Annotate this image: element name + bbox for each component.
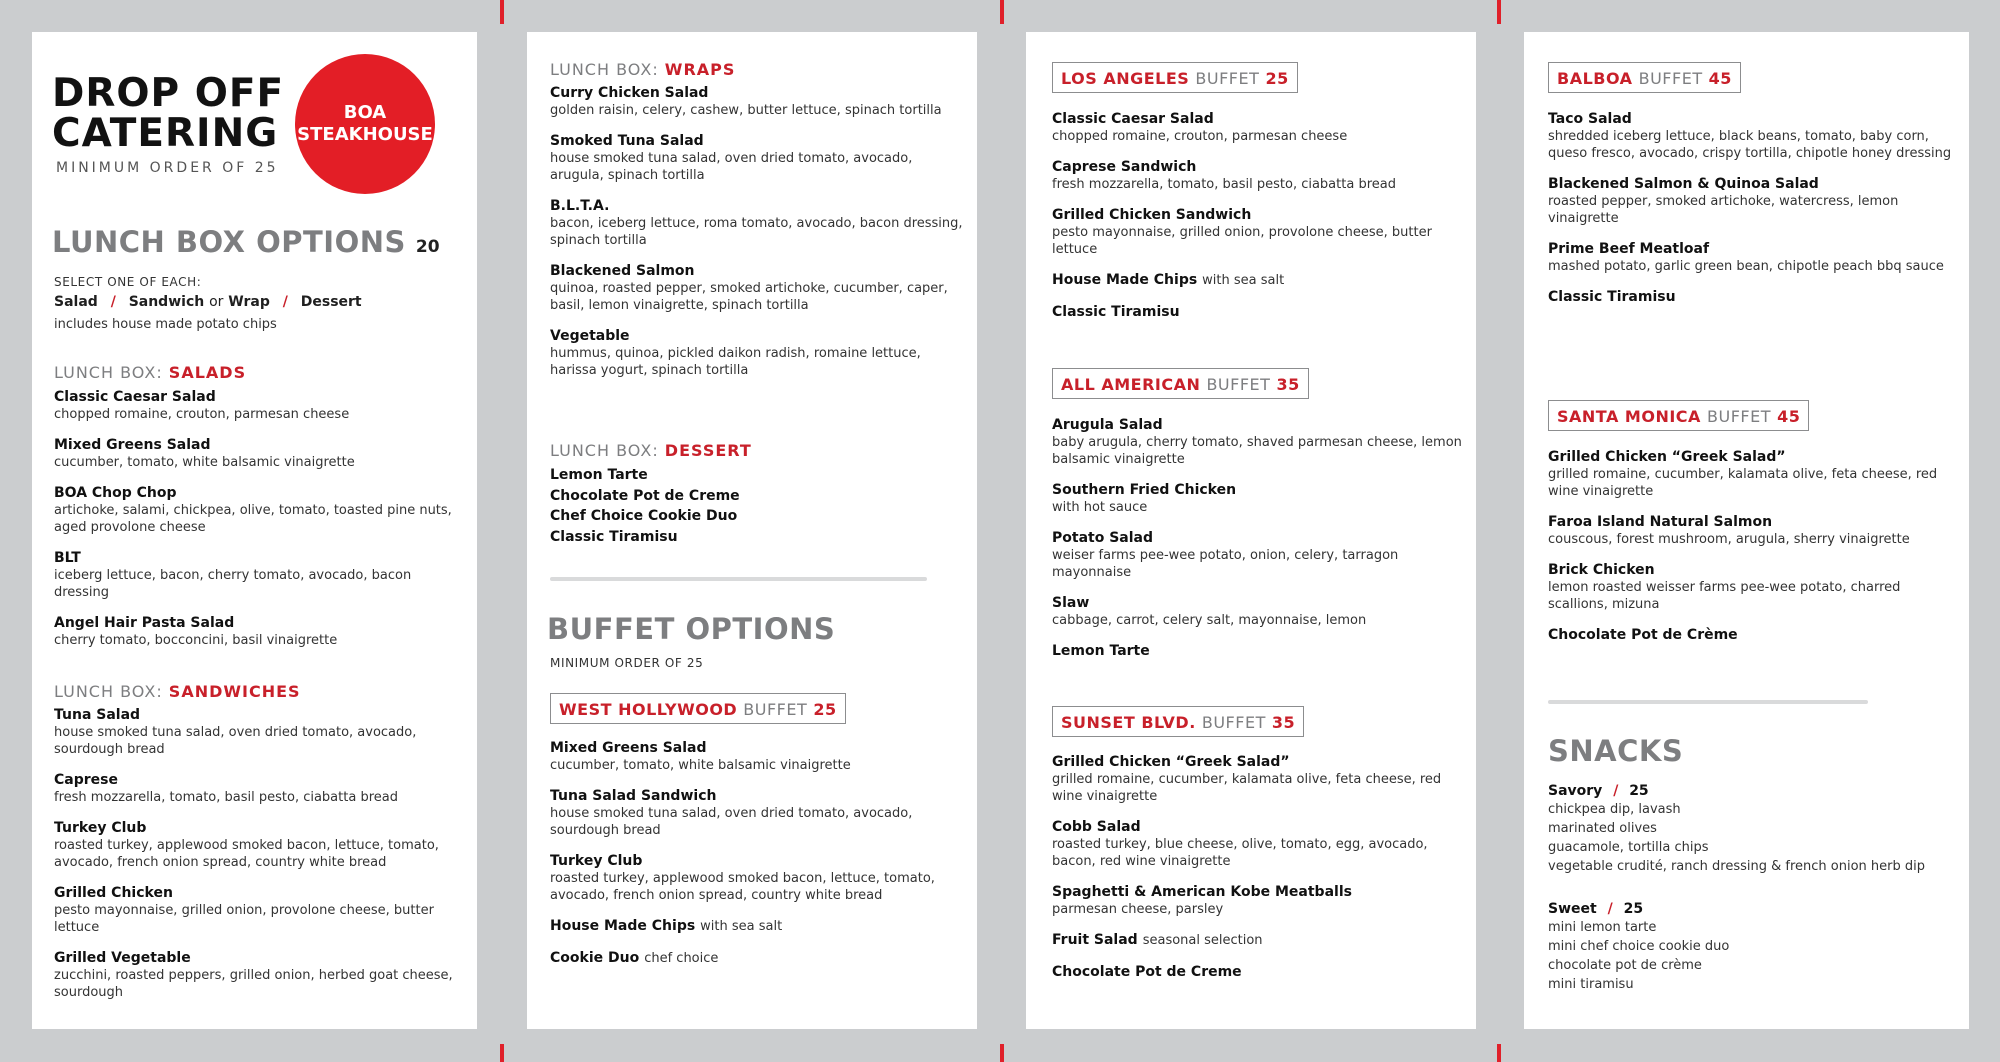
menu-item xyxy=(550,949,965,968)
buffet-name: WEST HOLLYWOOD xyxy=(559,700,738,719)
selection-line xyxy=(54,294,362,310)
menu-item-description: mashed potato, garlic green bean, chipotle peach bbq sauce xyxy=(1548,259,1944,274)
item-name-text: Grilled Chicken “Greek Salad” xyxy=(1052,754,1290,770)
menu-item-name xyxy=(1052,158,1462,176)
menu-item xyxy=(54,614,464,649)
menu-item xyxy=(1052,110,1462,145)
buffet-label: BUFFET xyxy=(1707,407,1771,426)
item-name-text: Turkey Club xyxy=(54,820,147,836)
menu-item-name xyxy=(1548,288,1953,306)
menu-item-description: pesto mayonnaise, grilled onion, provolone cheese, butter lettuce xyxy=(1052,225,1432,257)
menu-item-description: quinoa, roasted pepper, smoked artichoke, cucumber, caper, basil, lemon vinaigrette, spinach tortilla xyxy=(550,281,948,313)
item-name-text: Classic Tiramisu xyxy=(1052,304,1180,320)
buffet-santa-monica-list xyxy=(1548,448,1953,657)
menu-item xyxy=(1052,529,1462,581)
menu-item-description: roasted turkey, applewood smoked bacon, lettuce, tomato, avocado, french onion spread, country white bread xyxy=(550,871,935,903)
menu-item-name xyxy=(550,739,965,757)
item-name-text: Caprese xyxy=(54,772,118,788)
menu-item-name xyxy=(1052,753,1462,771)
menu-item-name xyxy=(54,388,464,406)
menu-item-name xyxy=(1548,175,1953,193)
menu-item-name xyxy=(1052,481,1462,499)
menu-item-description: fresh mozzarella, tomato, basil pesto, ciabatta bread xyxy=(54,790,398,805)
item-name-text: Grilled Chicken Sandwich xyxy=(1052,207,1252,223)
menu-item-description: golden raisin, celery, cashew, butter lettuce, spinach tortilla xyxy=(550,103,942,118)
snack-item: guacamole, tortilla chips xyxy=(1548,840,1709,855)
menu-item xyxy=(1052,271,1462,290)
menu-item-name xyxy=(1052,303,1462,321)
menu-item-description: shredded iceberg lettuce, black beans, tomato, baby corn, queso fresco, avocado, crispy tortilla, chipotle honey dressing xyxy=(1548,129,1952,161)
category-prefix: LUNCH BOX: xyxy=(550,441,665,460)
item-name-text: Curry Chicken Salad xyxy=(550,85,709,101)
title-line: CATERING xyxy=(52,111,279,156)
buffet-price: 35 xyxy=(1271,713,1296,732)
menu-item-description: bacon, iceberg lettuce, roma tomato, avocado, bacon dressing, spinach tortilla xyxy=(550,216,963,248)
snack-price: 25 xyxy=(1629,783,1649,799)
menu-item xyxy=(550,327,965,379)
menu-item-description: cucumber, tomato, white balsamic vinaigrette xyxy=(54,455,355,470)
menu-item xyxy=(1548,448,1953,500)
snack-price: 25 xyxy=(1623,901,1644,917)
buffet-all-american-header xyxy=(1052,368,1309,399)
menu-item-note: with sea salt xyxy=(700,919,783,934)
dessert-item: Lemon Tarte xyxy=(550,467,648,483)
snack-item: chocolate pot de crème xyxy=(1548,958,1702,973)
boa-steakhouse-logo xyxy=(295,54,435,194)
item-name-text: Arugula Salad xyxy=(1052,417,1163,433)
item-name-text: Slaw xyxy=(1052,595,1090,611)
category-prefix: LUNCH BOX: xyxy=(54,682,169,701)
menu-item-description: roasted turkey, blue cheese, olive, tomato, egg, avocado, bacon, red wine vinaigrette xyxy=(1052,837,1428,869)
menu-item xyxy=(54,819,464,871)
menu-item-name xyxy=(54,819,464,837)
menu-item xyxy=(1052,963,1462,981)
item-name-text: Vegetable xyxy=(550,328,630,344)
menu-item xyxy=(1548,110,1953,162)
menu-item-description: cucumber, tomato, white balsamic vinaigrette xyxy=(550,758,851,773)
buffet-balboa-list xyxy=(1548,110,1953,319)
buffet-west-hollywood-header xyxy=(550,693,846,724)
menu-item xyxy=(1052,931,1462,950)
dessert-item: Chef Choice Cookie Duo xyxy=(550,508,738,524)
snacks-title: SNACKS xyxy=(1548,734,1684,768)
crop-mark xyxy=(500,1044,504,1062)
item-name-text: Tuna Salad xyxy=(54,707,141,723)
menu-item xyxy=(1052,303,1462,321)
menu-item-name xyxy=(550,852,965,870)
menu-item-name xyxy=(54,484,464,502)
buffet-price: 45 xyxy=(1708,69,1732,88)
category-prefix: LUNCH BOX: xyxy=(54,363,169,382)
menu-item xyxy=(1052,206,1462,258)
item-name-text: Brick Chicken xyxy=(1548,562,1655,578)
item-name-text: Mixed Greens Salad xyxy=(550,740,707,756)
buffet-all-american-list xyxy=(1052,416,1462,673)
item-name-text: Blackened Salmon & Quinoa Salad xyxy=(1548,176,1819,192)
buffet-label: BUFFET xyxy=(1195,69,1260,88)
separator: / xyxy=(1607,901,1613,917)
menu-item xyxy=(1548,240,1953,275)
menu-item-name xyxy=(54,706,464,724)
menu-item xyxy=(54,549,464,601)
category-prefix: LUNCH BOX: xyxy=(550,60,665,79)
item-name-text: Grilled Chicken “Greek Salad” xyxy=(1548,449,1786,465)
menu-item-description: grilled romaine, cucumber, kalamata olive, feta cheese, red wine vinaigrette xyxy=(1548,467,1938,499)
menu-item xyxy=(1548,513,1953,548)
item-name-text: Lemon Tarte xyxy=(1052,643,1150,659)
menu-item xyxy=(1052,158,1462,193)
buffet-options-title: BUFFET OPTIONS xyxy=(547,612,836,646)
crop-mark xyxy=(1000,0,1004,24)
menu-item-note: with sea salt xyxy=(1202,273,1285,288)
snack-item: mini tiramisu xyxy=(1548,977,1634,992)
separator: / xyxy=(110,294,116,310)
buffet-name: BALBOA xyxy=(1557,69,1633,88)
menu-panel-3 xyxy=(1026,32,1476,1029)
menu-item-name xyxy=(1548,626,1953,644)
buffet-price: 25 xyxy=(1265,69,1289,88)
buffet-label: BUFFET xyxy=(1638,69,1703,88)
menu-item-name xyxy=(54,436,464,454)
category-label: SALADS xyxy=(168,363,247,382)
menu-item-note: chef choice xyxy=(644,951,719,966)
menu-item-description: fresh mozzarella, tomato, basil pesto, ciabatta bread xyxy=(1052,177,1396,192)
menu-item-description: hummus, quinoa, pickled daikon radish, romaine lettuce, harissa yogurt, spinach tortilla xyxy=(550,346,921,378)
menu-item-description: parmesan cheese, parsley xyxy=(1052,902,1224,917)
buffet-price: 25 xyxy=(813,700,837,719)
menu-item-name xyxy=(550,197,965,215)
menu-item-name xyxy=(54,949,464,967)
menu-panel-1 xyxy=(32,32,477,1029)
buffet-balboa-header xyxy=(1548,62,1741,93)
buffet-price: 45 xyxy=(1777,407,1801,426)
minimum-order-note: MINIMUM ORDER OF 25 xyxy=(56,160,279,176)
includes-note: includes house made potato chips xyxy=(54,317,277,332)
item-name-text: BLT xyxy=(54,550,81,566)
menu-item-name xyxy=(1548,561,1953,579)
menu-item-name xyxy=(550,262,965,280)
selection-dessert: Dessert xyxy=(300,294,362,310)
snacks-sweet xyxy=(1548,900,1953,994)
category-sandwiches xyxy=(54,682,301,701)
item-name-text: Taco Salad xyxy=(1548,111,1632,127)
menu-item xyxy=(1052,818,1462,870)
item-name-text: Cookie Duo xyxy=(550,950,640,966)
menu-item-description: roasted turkey, applewood smoked bacon, lettuce, tomato, avocado, french onion spread, country white bread xyxy=(54,838,439,870)
menu-item-name xyxy=(1052,963,1462,981)
menu-item-name xyxy=(1548,240,1953,258)
menu-item-name xyxy=(54,884,464,902)
menu-item-note: seasonal selection xyxy=(1142,933,1263,948)
buffet-min-order: MINIMUM ORDER OF 25 xyxy=(550,656,704,670)
snack-label: Sweet xyxy=(1548,901,1597,917)
buffet-name: ALL AMERICAN xyxy=(1061,375,1201,394)
item-name-text: Cobb Salad xyxy=(1052,819,1141,835)
lunch-box-header xyxy=(52,225,440,259)
item-name-text: House Made Chips xyxy=(550,918,696,934)
item-name-text: Prime Beef Meatloaf xyxy=(1548,241,1710,257)
snack-label: Savory xyxy=(1548,783,1603,799)
menu-item xyxy=(1052,481,1462,516)
snack-item: vegetable crudité, ranch dressing & french onion herb dip xyxy=(1548,859,1925,874)
menu-item xyxy=(1052,883,1462,918)
divider xyxy=(550,577,927,581)
item-name-text: Grilled Vegetable xyxy=(54,950,191,966)
menu-item-description: chopped romaine, crouton, parmesan cheese xyxy=(1052,129,1348,144)
buffet-label: BUFFET xyxy=(1201,713,1266,732)
menu-item xyxy=(1052,753,1462,805)
item-name-text: B.L.T.A. xyxy=(550,198,610,214)
divider xyxy=(1548,700,1868,704)
menu-item xyxy=(54,884,464,936)
buffet-sunset-blvd-list xyxy=(1052,753,1462,994)
snack-item: marinated olives xyxy=(1548,821,1657,836)
item-name-text: House Made Chips xyxy=(1052,272,1198,288)
menu-item-name xyxy=(550,132,965,150)
menu-item-description: pesto mayonnaise, grilled onion, provolone cheese, butter lettuce xyxy=(54,903,434,935)
snack-item: mini lemon tarte xyxy=(1548,920,1657,935)
selection-sandwich: Sandwich xyxy=(128,294,205,310)
menu-item xyxy=(1052,642,1462,660)
menu-item xyxy=(54,436,464,471)
buffet-label: BUFFET xyxy=(743,700,808,719)
section-price: 20 xyxy=(415,237,440,257)
category-dessert xyxy=(550,441,752,460)
selection-salad: Salad xyxy=(54,294,98,310)
menu-item xyxy=(550,262,965,314)
menu-item xyxy=(1052,416,1462,468)
buffet-name: SANTA MONICA xyxy=(1557,407,1701,426)
menu-item-name xyxy=(1052,818,1462,836)
separator: / xyxy=(1613,783,1619,799)
menu-item-description: baby arugula, cherry tomato, shaved parmesan cheese, lemon balsamic vinaigrette xyxy=(1052,435,1462,467)
buffet-santa-monica-header xyxy=(1548,400,1809,431)
menu-item-name xyxy=(1052,642,1462,660)
category-label: WRAPS xyxy=(664,60,736,79)
crop-mark xyxy=(1497,0,1501,24)
menu-item-name xyxy=(550,949,965,968)
menu-item-description: couscous, forest mushroom, arugula, sherry vinaigrette xyxy=(1548,532,1910,547)
item-name-text: Mixed Greens Salad xyxy=(54,437,211,453)
menu-item-description: house smoked tuna salad, oven dried tomato, avocado, arugula, spinach tortilla xyxy=(550,151,913,183)
item-name-text: Southern Fried Chicken xyxy=(1052,482,1237,498)
menu-item xyxy=(1548,288,1953,306)
selection-or: or xyxy=(209,294,224,310)
item-name-text: Chocolate Pot de Creme xyxy=(1052,964,1242,980)
snack-heading xyxy=(1548,900,1953,918)
menu-item-name xyxy=(1548,448,1953,466)
menu-item-name xyxy=(1052,206,1462,224)
menu-item-name xyxy=(1548,110,1953,128)
crop-mark xyxy=(1497,1044,1501,1062)
logo-text: BOA xyxy=(343,102,387,123)
menu-item-name xyxy=(54,771,464,789)
menu-item-name xyxy=(54,549,464,567)
buffet-los-angeles-list xyxy=(1052,110,1462,334)
item-name-text: Blackened Salmon xyxy=(550,263,695,279)
item-name-text: Classic Caesar Salad xyxy=(1052,111,1214,127)
buffet-los-angeles-header xyxy=(1052,62,1298,93)
logo-text: STEAKHOUSE xyxy=(297,124,433,145)
menu-item-name xyxy=(1052,271,1462,290)
snack-item: mini chef choice cookie duo xyxy=(1548,939,1730,954)
menu-item xyxy=(550,787,965,839)
snack-item: chickpea dip, lavash xyxy=(1548,802,1681,817)
item-name-text: Smoked Tuna Salad xyxy=(550,133,704,149)
item-name-text: Chocolate Pot de Crème xyxy=(1548,627,1738,643)
category-wraps xyxy=(550,60,735,79)
menu-item-description: roasted pepper, smoked artichoke, watercress, lemon vinaigrette xyxy=(1548,194,1899,226)
item-name-text: Turkey Club xyxy=(550,853,643,869)
page-title xyxy=(52,71,312,156)
item-name-text: Faroa Island Natural Salmon xyxy=(1548,514,1773,530)
buffet-name: SUNSET BLVD. xyxy=(1061,713,1196,732)
menu-item-description: with hot sauce xyxy=(1052,500,1148,515)
menu-item-name xyxy=(1052,110,1462,128)
item-name-text: Angel Hair Pasta Salad xyxy=(54,615,235,631)
buffet-west-hollywood-list xyxy=(550,739,965,981)
item-name-text: Fruit Salad xyxy=(1052,932,1138,948)
menu-item-name xyxy=(1052,416,1462,434)
menu-item-description: chopped romaine, crouton, parmesan cheese xyxy=(54,407,350,422)
menu-item-name xyxy=(1052,529,1462,547)
item-name-text: Classic Caesar Salad xyxy=(54,389,216,405)
menu-item xyxy=(550,84,965,119)
menu-item xyxy=(1548,561,1953,613)
menu-item-name xyxy=(1052,931,1462,950)
menu-item-description: cabbage, carrot, celery salt, mayonnaise, lemon xyxy=(1052,613,1367,628)
buffet-label: BUFFET xyxy=(1206,375,1271,394)
menu-item-name xyxy=(550,917,965,936)
menu-item-description: iceberg lettuce, bacon, cherry tomato, avocado, bacon dressing xyxy=(54,568,412,600)
menu-item xyxy=(1548,175,1953,227)
menu-item xyxy=(54,388,464,423)
menu-item-description: grilled romaine, cucumber, kalamata olive, feta cheese, red wine vinaigrette xyxy=(1052,772,1442,804)
item-name-text: Tuna Salad Sandwich xyxy=(550,788,717,804)
menu-item xyxy=(550,852,965,904)
snack-heading xyxy=(1548,782,1953,800)
menu-item xyxy=(54,484,464,536)
menu-item xyxy=(1548,626,1953,644)
menu-item xyxy=(550,197,965,249)
menu-item xyxy=(54,706,464,758)
section-title: LUNCH BOX OPTIONS xyxy=(52,225,406,259)
dessert-item: Chocolate Pot de Creme xyxy=(550,487,740,504)
menu-item xyxy=(54,771,464,806)
menu-item-description: lemon roasted weisser farms pee-wee potato, charred scallions, mizuna xyxy=(1548,580,1901,612)
item-name-text: Classic Tiramisu xyxy=(1548,289,1676,305)
dessert-item: Classic Tiramisu xyxy=(550,528,678,545)
menu-item-name xyxy=(550,84,965,102)
salads-list xyxy=(54,388,464,662)
menu-item-description: weiser farms pee-wee potato, onion, celery, tarragon mayonnaise xyxy=(1052,548,1399,580)
crop-mark xyxy=(500,0,504,24)
sandwiches-list xyxy=(54,706,464,1014)
select-instructions: SELECT ONE OF EACH: xyxy=(54,275,202,289)
item-name-text: Grilled Chicken xyxy=(54,885,173,901)
buffet-name: LOS ANGELES xyxy=(1061,69,1190,88)
snacks-savory xyxy=(1548,782,1953,876)
category-salads xyxy=(54,363,246,382)
menu-item xyxy=(550,917,965,936)
menu-item-name xyxy=(1052,883,1462,901)
wraps-list xyxy=(550,84,965,392)
crop-mark xyxy=(1000,1044,1004,1062)
menu-item-description: house smoked tuna salad, oven dried tomato, avocado, sourdough bread xyxy=(54,725,417,757)
item-name-text: Caprese Sandwich xyxy=(1052,159,1197,175)
menu-item-description: artichoke, salami, chickpea, olive, tomato, toasted pine nuts, aged provolone cheese xyxy=(54,503,452,535)
selection-wrap: Wrap xyxy=(228,294,270,310)
category-label: SANDWICHES xyxy=(168,682,301,701)
menu-item xyxy=(1052,594,1462,629)
menu-item-name xyxy=(54,614,464,632)
menu-item-description: zucchini, roasted peppers, grilled onion, herbed goat cheese, sourdough xyxy=(54,968,453,1000)
menu-item-name xyxy=(1052,594,1462,612)
separator: / xyxy=(282,294,288,310)
item-name-text: BOA Chop Chop xyxy=(54,485,177,501)
menu-item-name xyxy=(550,787,965,805)
buffet-price: 35 xyxy=(1276,375,1300,394)
menu-item xyxy=(550,739,965,774)
buffet-sunset-blvd-header xyxy=(1052,706,1304,737)
menu-item-description: cherry tomato, bocconcini, basil vinaigrette xyxy=(54,633,338,648)
menu-panel-4 xyxy=(1524,32,1969,1029)
menu-item-name xyxy=(550,327,965,345)
category-label: DESSERT xyxy=(664,441,752,460)
title-line: DROP OFF xyxy=(52,71,285,116)
menu-panel-2 xyxy=(527,32,977,1029)
dessert-list xyxy=(550,465,740,547)
menu-item-description: house smoked tuna salad, oven dried tomato, avocado, sourdough bread xyxy=(550,806,913,838)
menu-item xyxy=(550,132,965,184)
item-name-text: Potato Salad xyxy=(1052,530,1154,546)
item-name-text: Spaghetti & American Kobe Meatballs xyxy=(1052,884,1352,900)
menu-item-name xyxy=(1548,513,1953,531)
menu-item xyxy=(54,949,464,1001)
